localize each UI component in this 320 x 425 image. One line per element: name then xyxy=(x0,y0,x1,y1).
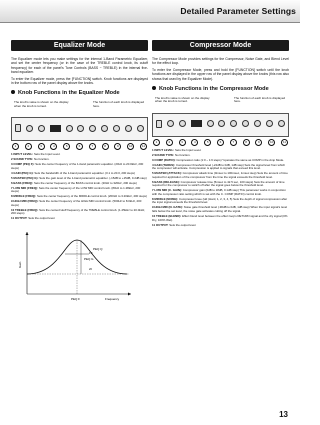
knob-number-icon: 3 xyxy=(38,143,45,150)
knob-icon xyxy=(167,120,174,127)
item-text: Sets the center frequency of the MIDDLE control knob. (200Hz to 3.20kHz, 200 steps) xyxy=(37,194,147,199)
item-key: SOUND TYPE: xyxy=(154,152,175,157)
section-title: Knob Functions in the Equalizer Mode xyxy=(18,90,120,97)
equalizer-intro xyxy=(11,57,148,85)
panel-notes xyxy=(11,101,148,115)
knob-number-icon: 6 xyxy=(76,143,83,150)
knob-icon xyxy=(218,120,225,127)
item-key: OUTPUT: xyxy=(14,216,28,221)
item-key: SOUND TYPE: xyxy=(13,157,34,162)
item-key: COMP (PEQ F): xyxy=(13,162,35,166)
item-text: Sets the Input Level. xyxy=(34,152,61,157)
item-number: 9 xyxy=(11,199,13,204)
item-key: GAIN (PEQ G): xyxy=(13,170,34,175)
compressor-banner: Compressor Mode xyxy=(152,40,289,51)
item-text: Sets the output level. xyxy=(28,216,56,221)
header-title: Detailed Parameter Settings xyxy=(180,6,296,16)
knob-number-icon: 10 xyxy=(129,144,133,149)
knob-icon xyxy=(207,120,214,127)
knob-icon xyxy=(137,125,144,132)
item-key: MASTER (PEQ G): xyxy=(13,175,39,180)
intro-paragraph: The Compressor Mode provides settings for the Compressor, Noise Gate, and Blend Level for the effect loop. xyxy=(152,57,289,66)
knob-icon xyxy=(15,124,21,132)
panel-illustration xyxy=(11,117,148,141)
list-item xyxy=(11,200,148,207)
item-number: 1 xyxy=(11,152,13,157)
section-heading xyxy=(152,86,289,93)
knob-icon xyxy=(278,120,285,127)
knob-icon xyxy=(89,125,96,132)
item-key: HIGH MID (N. GATE): xyxy=(154,205,183,210)
knob-icon xyxy=(179,120,186,127)
item-text: Compression ratio (1:0 ~ 1:6 steps) *operates the same as COMP in the Amp Mode. xyxy=(176,157,285,162)
item-text: Compressor release time (5msec to 42.5 sec, 100 steps) Sets the amount of time required for the compressor to switch off after the signal goes below the threshold level. xyxy=(152,179,285,188)
item-key: MIDDLE (FREQ): xyxy=(13,194,37,199)
item-text: Sets the center frequency of the HIGH MID control knob. (500Hz to 8.0kHz, 200 steps) xyxy=(11,199,142,207)
section-title: Knob Functions in the Compressor Mode xyxy=(159,86,269,93)
list-item xyxy=(152,198,289,205)
knob-number-icon: 4 xyxy=(191,139,198,146)
item-number: 6 xyxy=(152,179,154,184)
graph-peq-q-label: PEQ Q xyxy=(93,247,103,252)
item-key: TREBLE (FREQ): xyxy=(15,207,39,212)
list-item xyxy=(11,209,148,216)
knob-number-icon: 1 xyxy=(12,143,19,150)
item-text: No function. xyxy=(175,152,191,157)
knob-icon xyxy=(254,120,261,127)
knob-number-icon: 5 xyxy=(63,143,70,150)
knob-number-icon: 11 xyxy=(282,139,287,144)
list-item xyxy=(11,163,148,170)
list-item xyxy=(11,217,148,221)
knob-icon xyxy=(26,125,33,132)
knob-number-icon: 2 xyxy=(166,139,173,146)
list-item xyxy=(152,172,289,179)
knob-icon xyxy=(77,125,84,132)
item-text: Noise gate threshold level (-96dB to 0dB, 1dB step) When the input signal's level falls below the set level, the noise gate activates cutting off the signal. xyxy=(152,205,287,214)
item-number: 2 xyxy=(11,157,13,162)
item-number: 9 xyxy=(152,205,154,210)
item-text: Sets the center frequency of the 1-band parametric equalizer. (20Hz to 20.0kHz, 200 steps) xyxy=(11,162,144,170)
list-item xyxy=(152,164,289,171)
item-text: Sets the output level. xyxy=(169,222,197,227)
knob-icon xyxy=(266,120,273,127)
knob-icon xyxy=(230,120,237,127)
item-number: 3 xyxy=(11,162,13,166)
item-number: 5 xyxy=(11,175,13,180)
compressor-column xyxy=(152,40,289,400)
equalizer-banner: Equalizer Mode xyxy=(11,40,148,51)
item-number: 4 xyxy=(152,162,154,167)
list-item xyxy=(152,189,289,196)
knob-number-icon: 11 xyxy=(141,144,146,149)
item-text: Compressor threshold level (-24dB to 0dB, 1dB step) Sets the signal level from which the compressor will activate. Compression is applied to signals that exceed this level. xyxy=(152,162,286,171)
knob-number-icon: 7 xyxy=(230,139,237,146)
item-text: Sets the Input Level. xyxy=(175,147,202,152)
knob-number-icon: 5 xyxy=(204,139,211,146)
display-icon xyxy=(191,120,202,127)
note-left: The knob's value is shown on the display when the knob is turned. xyxy=(155,95,210,104)
knob-icon xyxy=(113,125,120,132)
item-number: 8 xyxy=(11,194,13,199)
knob-number-icon: 9 xyxy=(255,139,262,146)
page-number: 13 xyxy=(279,410,288,419)
knob-number-icon: 10 xyxy=(270,139,274,144)
intro-paragraph: To enter the Equalizer mode, press the [FUNCTION] switch. Knob functions are displayed in the bottom row of the panel display above the knobs. xyxy=(11,76,148,86)
item-key: BASS (RELEASE): xyxy=(154,179,180,184)
item-text: Sets the bandwidth of the 1-band parametric equalizer. (0.1 to 20.0, 200 steps) xyxy=(34,170,135,175)
item-number: 10 xyxy=(11,207,15,212)
item-number: 10 xyxy=(152,214,156,219)
item-number: 4 xyxy=(11,170,13,175)
panel-notes xyxy=(152,97,289,111)
item-number: 11 xyxy=(11,216,15,221)
item-key: INPUT LEVEL: xyxy=(13,152,34,157)
item-number: 6 xyxy=(11,180,13,185)
list-item xyxy=(152,206,289,213)
item-number: 7 xyxy=(11,185,13,190)
item-key: HIGH MID (FREQ): xyxy=(13,199,39,204)
graph-peq-g-label: PEQ G xyxy=(84,257,94,262)
item-key: OUTPUT: xyxy=(155,222,169,227)
knob-number-icon: 7 xyxy=(89,143,96,150)
intro-paragraph: The Equalizer mode lets you make settings for the internal 1-Band Parametric Equalizer, and set the center frequency (or in the case of the TREBLE control knob, its cutoff frequency) for each of the panel's Tone Controls (BASS ~ TREBLE) in the internal five-band equalizer. xyxy=(11,57,148,75)
list-item xyxy=(152,181,289,188)
item-key: COMP (RATIO): xyxy=(154,157,176,162)
knob-icon xyxy=(38,125,45,132)
header-bar xyxy=(0,0,300,23)
knob-number-row xyxy=(153,139,288,146)
knob-number-icon: 4 xyxy=(50,143,57,150)
item-text: Sets the center/cutoff frequency of the TREBLE control knob. (1.25kHz to 20.0kHz, 200 steps) xyxy=(11,207,146,216)
item-number: 1 xyxy=(152,147,154,152)
knob-icon xyxy=(66,125,73,132)
item-key: LOW MID (FREQ): xyxy=(13,185,38,190)
list-item xyxy=(11,187,148,194)
note-right: The function of each knob is displayed here. xyxy=(93,100,145,108)
item-number: 7 xyxy=(152,188,154,193)
item-key: TREBLE (BLEND): xyxy=(156,214,182,219)
graph-frequency-label: Frequency xyxy=(105,297,120,302)
item-key: INPUT LEVEL: xyxy=(154,147,175,152)
knob-number-icon: 1 xyxy=(153,139,160,146)
item-text: Compressor gain (0dB to 18dB, 0.1dB step) This parameter works in conjunction with the compressor ratio setting which is set with the C. COMP (RATIO) control knob. xyxy=(152,188,286,196)
item-number: 3 xyxy=(152,157,154,162)
knob-number-icon: 9 xyxy=(114,143,121,150)
bullet-icon xyxy=(152,86,156,90)
knob-icon xyxy=(156,120,162,128)
display-icon xyxy=(50,125,61,132)
knob-number-row xyxy=(12,143,147,150)
compressor-intro xyxy=(152,57,289,81)
item-text: Sets the center frequency of the LOW MID control knob. (80Hz to 1.28kHz, 200 steps) xyxy=(11,185,141,194)
item-text: No function. xyxy=(34,157,50,162)
item-text: Sets the center frequency of the BASS control knob. (20Hz to 320Hz, 200 steps) xyxy=(34,180,137,185)
graph-peq-f-label: PEQ F xyxy=(71,297,81,302)
panel-illustration xyxy=(152,113,289,137)
item-key: GAIN (THRES): xyxy=(154,162,176,167)
item-key: LOW MID (C. GAIN): xyxy=(154,188,182,193)
knob-function-list xyxy=(11,153,148,221)
item-number: 11 xyxy=(152,222,156,227)
knob-number-icon: 8 xyxy=(102,143,109,150)
item-text: Compressor attack time (0msec to 100msec, 1msec step) Sets the amount of time required for application of the compressor from the time the signal exceeds the threshold level. xyxy=(152,171,288,179)
intro-paragraph: To enter the Compressor Mode, press and hold the [FUNCTION] switch until the knob functions are displayed in the upper row of the panel display above the knobs (this row also shows that used by the Equalizer Mode). xyxy=(152,67,289,81)
knob-number-icon: 8 xyxy=(243,139,250,146)
item-number: 2 xyxy=(152,152,154,157)
peq-graph xyxy=(19,228,137,302)
note-left: The knob's value is shown on the display when the knob is turned. xyxy=(14,100,69,108)
section-heading xyxy=(11,90,148,97)
item-number: 5 xyxy=(152,171,154,176)
knob-number-icon: 6 xyxy=(217,139,224,146)
bullet-icon xyxy=(11,90,15,94)
knob-icon xyxy=(125,125,132,132)
item-text: Sets the gain level of the 1-band parametric equalizer. (-15dB to +15dB, 0.2dB step) xyxy=(39,175,147,180)
item-key: MASTER (ATTACK): xyxy=(154,171,182,176)
list-item xyxy=(152,215,289,222)
graph-value-label: 1.5 xyxy=(89,252,93,256)
list-item xyxy=(152,224,289,228)
equalizer-column xyxy=(11,40,148,400)
item-text: Effect blend level between the effect loop's RETURN signal and the dry signal (0% Dry, 100% Wet). xyxy=(152,214,288,222)
item-number: 8 xyxy=(152,196,154,201)
knob-number-icon: 3 xyxy=(179,139,186,146)
graph-value-label: 20 xyxy=(89,268,92,272)
item-text: Compressor knee (Hd (Hard, 1, 2, 3, 4, 5) Sets the depth of signal compression after the input signal exceeds the threshold level. xyxy=(152,196,288,205)
note-right: The function of each knob is displayed here. xyxy=(234,95,286,104)
item-key: MIDDLE (NOISE): xyxy=(154,196,179,201)
knob-icon xyxy=(242,120,249,127)
item-key: BASS (FREQ): xyxy=(13,180,34,185)
knob-number-icon: 2 xyxy=(25,143,32,150)
knob-icon xyxy=(101,125,108,132)
graph-gain-label: Gain xyxy=(18,261,22,269)
knob-function-list xyxy=(152,149,289,228)
